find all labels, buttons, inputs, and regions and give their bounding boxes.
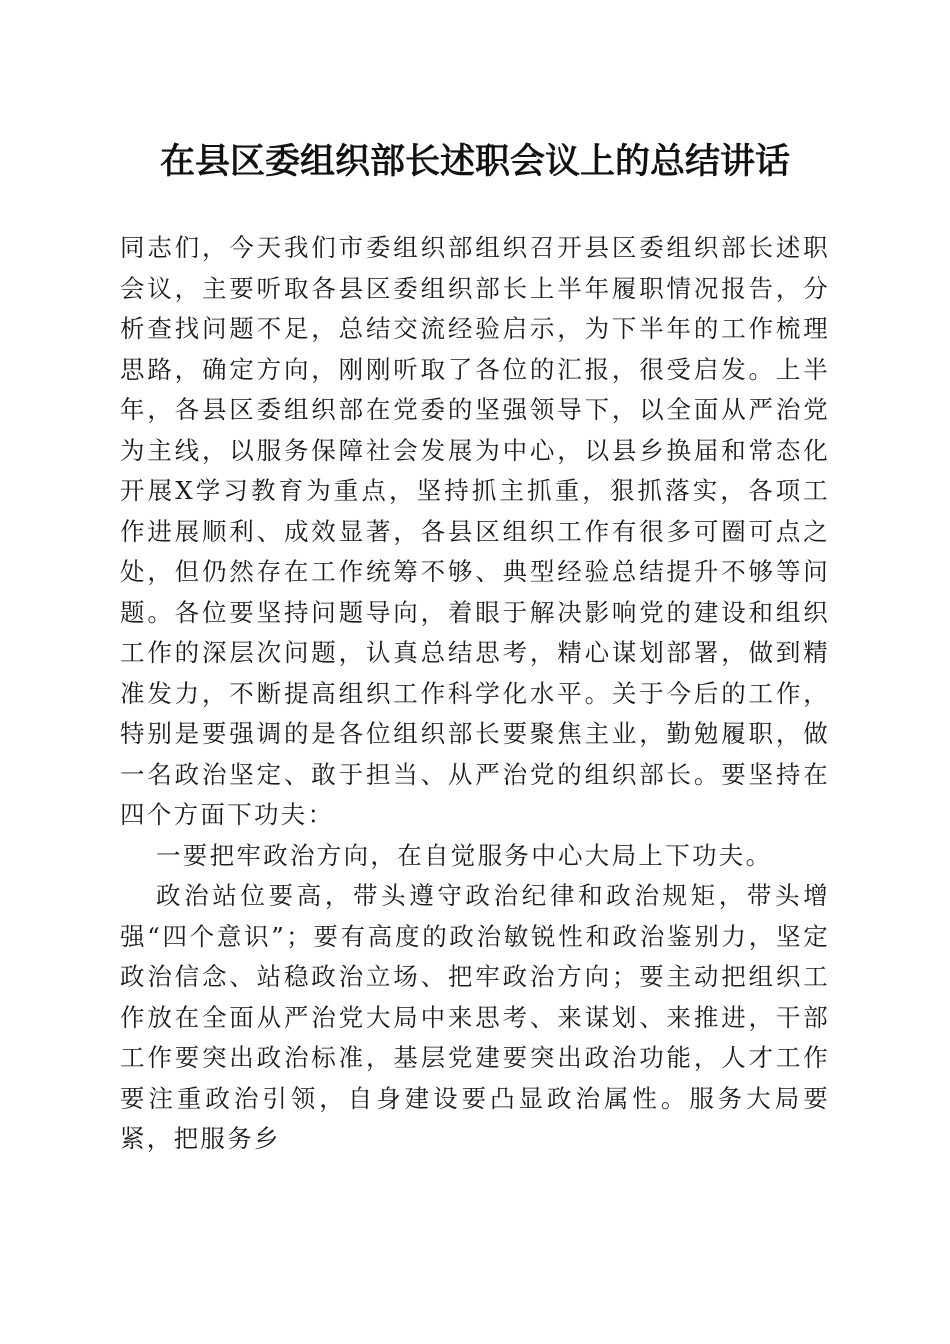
paragraph-political-stance: 政治站位要高，带头遵守政治纪律和政治规矩，带头增强“四个意识”；要有高度的政治敏锐性和政治鉴别力，坚定政治信念、站稳政治立场、把牢政治方向；要主动把组织工作放在全面从严治党大局中来思考、来谋划、来推进，干部工作要突出政治标准，基层党建要突出政治功能，人才工作要注重政治引领，自身建设要凸显政治属性。服务大局要紧，把服务乡 [120, 881, 830, 1153]
document-title: 在县区委组织部长述职会议上的总结讲话 [159, 141, 790, 182]
paragraph-opening: 同志们，今天我们市委组织部组织召开县区委组织部长述职会议，主要听取各县区委组织部长上半年履职情况报告，分析查找问题不足，总结交流经验启示，为下半年的工作梳理思路，确定方向，刚刚听取了各位的汇报，很受启发。上半年，各县区委组织部在党委的坚强领导下，以全面从严治党为主线，以服务保障社会发展为中心，以县乡换届和常态化开展X学习教育为重点，坚持抓主抓重，狠抓落实，各项工作进展顺利、成效显著，各县区组织工作有很多可圈可点之处，但仍然存在工作统筹不够、典型经验总结提升不够等问题。各位要坚持问题导向，着眼于解决影响党的建设和组织工作的深层次问题，认真总结思考，精心谋划部署，做到精准发力，不断提高组织工作科学化水平。关于今后的工作，特别是要强调的是各位组织部长要聚焦主业，勤勉履职，做一名政治坚定、敢于担当、从严治党的组织部长。要坚持在四个方面下功夫： [120, 233, 830, 829]
document-body [120, 228, 830, 1160]
paragraph-section-heading: 一要把牢政治方向，在自觉服务中心大局上下功夫。 [156, 840, 773, 870]
